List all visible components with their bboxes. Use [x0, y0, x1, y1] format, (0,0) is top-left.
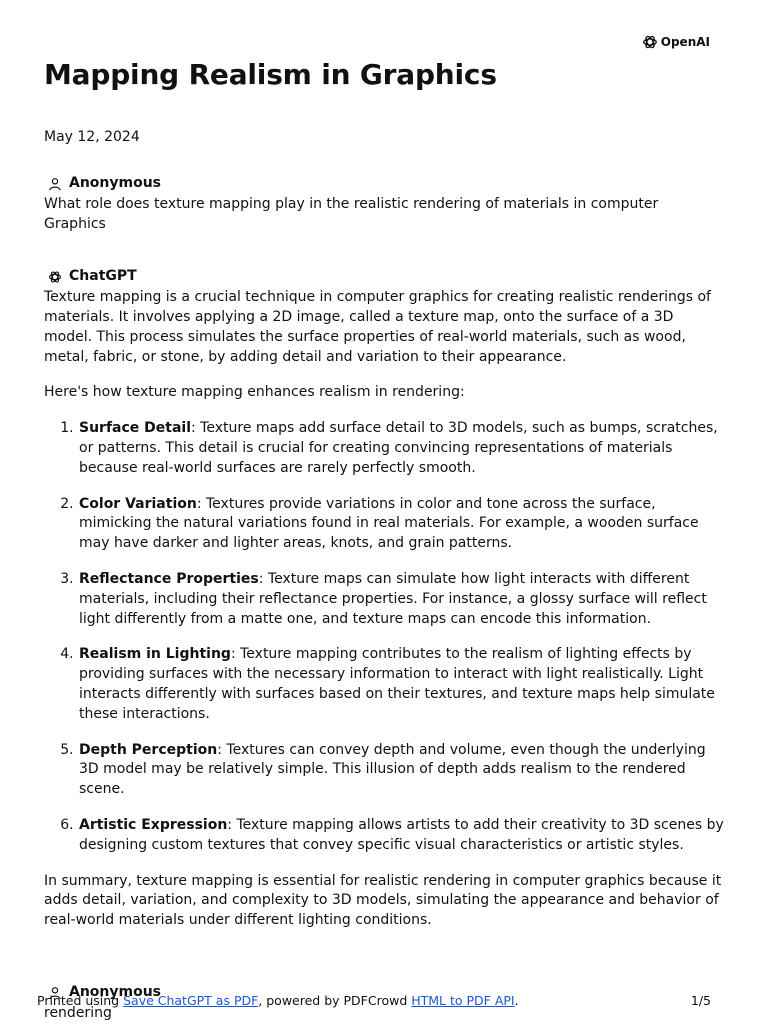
conversation — [44, 174, 724, 1024]
list-item: 1. Surface Detail: Texture maps add surface detail to 3D models, such as bumps, scratches, or patterns. This detail is crucial for creating convincing representations of materials because real-world surfaces are rarely perfectly smooth. — [78, 419, 724, 478]
answer-list — [44, 419, 724, 855]
list-item: 4. Realism in Lighting: Texture mapping contributes to the realism of lighting effects by providing surfaces with the necessary information to interact with light realistically. Light interacts differently with surfaces based on their textures, and texture maps help simulate these interactions. — [78, 645, 724, 724]
message-author: Anonymous — [48, 174, 724, 194]
list-item: 3. Reflectance Properties: Texture maps can simulate how light interacts with different materials, including their reflectance properties. For instance, a glossy surface will reflect light differently from a matte one, and texture maps can encode this information. — [78, 570, 724, 629]
user-icon — [48, 177, 62, 191]
save-chatgpt-pdf-link[interactable]: Save ChatGPT as PDF — [123, 993, 259, 1008]
conversation-date: May 12, 2024 — [44, 129, 140, 145]
message-text: rendering — [44, 1004, 112, 1021]
list-item: 6. Artistic Expression: Texture mapping allows artists to add their creativity to 3D scenes by designing custom textures that convey specific visual characteristics or artistic styles. — [78, 816, 724, 856]
html-to-pdf-api-link[interactable]: HTML to PDF API — [411, 993, 515, 1008]
page-footer — [37, 993, 711, 1008]
page-number: 1/5 — [690, 993, 711, 1008]
answer-intro: Texture mapping is a crucial technique in computer graphics for creating realistic renderings of materials. It involves applying a 2D image, called a texture map, onto the surface of a 3D model. This process simulates the surface properties of real-world materials, such as wood, metal, fabric, or stone, by adding detail and variation to their appearance. — [44, 289, 711, 365]
message-text: What role does texture mapping play in the realistic rendering of materials in computer Graphics — [44, 195, 659, 232]
page-title: Mapping Realism in Graphics — [44, 58, 497, 91]
answer-lead: Here's how texture mapping enhances realism in rendering: — [44, 384, 465, 401]
message-author: Anonymous — [48, 983, 724, 1003]
message-user-1 — [44, 174, 724, 234]
logo-text: OpenAI — [660, 35, 710, 49]
list-item: 5. Depth Perception: Textures can convey depth and volume, even though the underlying 3D model may be relatively simple. This illusion of depth adds realism to the rendered scene. — [78, 741, 724, 800]
answer-summary: In summary, texture mapping is essential for realistic rendering in computer graphics because it adds detail, variation, and complexity to 3D models, simulating the appearance and behavior of real-world materials under different lighting conditions. — [44, 872, 722, 929]
openai-logo — [642, 34, 710, 50]
list-item: 2. Color Variation: Textures provide variations in color and tone across the surface, mimicking the natural variations found in real materials. For example, a wooden surface may have darker and lighter areas, knots, and grain patterns. — [78, 495, 724, 554]
message-assistant — [44, 267, 724, 931]
message-author: ChatGPT — [48, 267, 724, 287]
footer-credit: Printed using Save ChatGPT as PDF, powered by PDFCrowd HTML to PDF API. — [37, 993, 519, 1008]
chatgpt-icon — [48, 270, 62, 284]
openai-logo-icon — [642, 34, 658, 50]
